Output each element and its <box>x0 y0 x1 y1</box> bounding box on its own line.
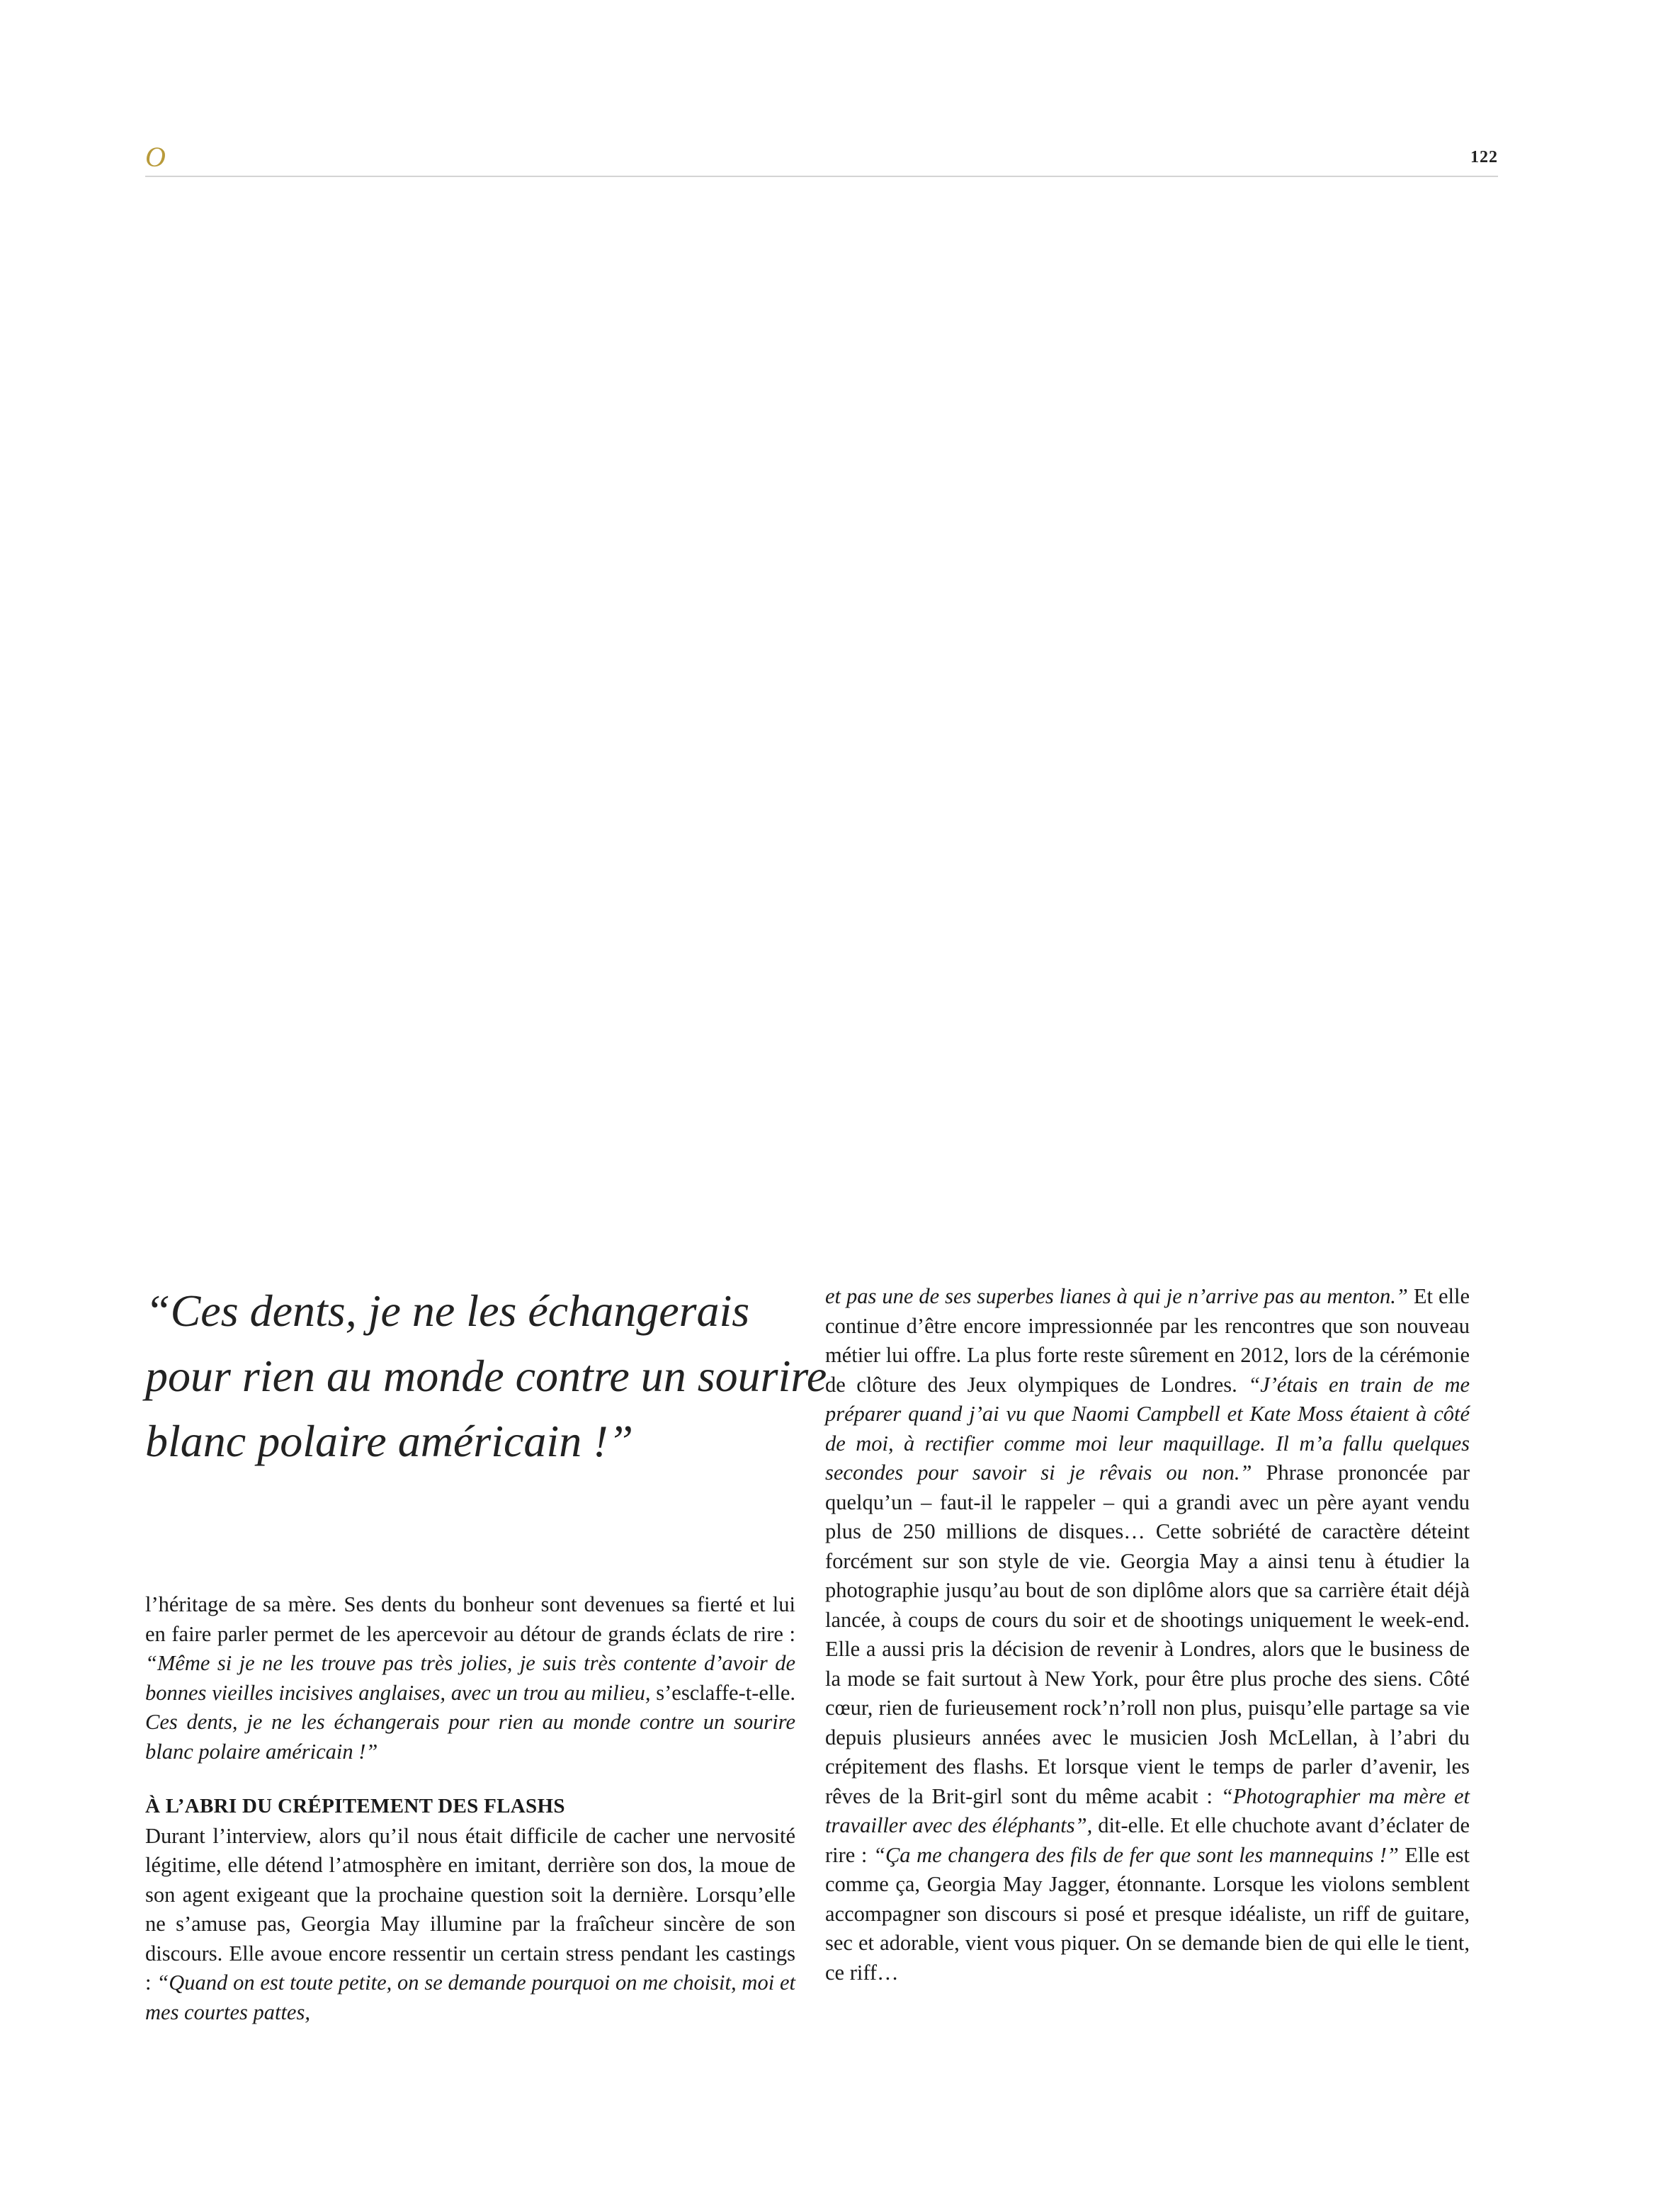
pull-quote: “Ces dents, je ne les échangerais pour rien au monde contre un sourire blanc polaire américain !” <box>145 1286 827 1466</box>
text-run: Durant l’interview, alors qu’il nous était difficile de cacher une nervosité légitime, elle détend l’atmosphère en imitant, derrière son dos, la moue de son agent exigeant que la prochaine question soit la dernière. Lorsqu’elle ne s’amuse pas, Georgia May illumine par la fraîcheur sincère de son discours. Elle avoue encore ressentir un certain stress pendant les castings : <box>145 1823 795 1995</box>
text-run: s’esclaffe-t-elle. <box>650 1680 795 1705</box>
text-run: Et elle continue d’être encore impressionnée par les rencontres que son nouveau métier lui offre. La plus forte reste sûrement en 2012, lors de la cérémonie de clôture des Jeux olympiques de Londres. <box>825 1284 1470 1397</box>
paragraph-interview <box>145 1822 795 2028</box>
text-run: Elle est comme ça, Georgia May Jagger, étonnante. Lorsque les violons semblent accompagner son discours si posé et presque idéaliste, un riff de guitare, sec et adorable, vient vous piquer. On se demande bien de qui elle le tient, ce riff… <box>825 1842 1470 1985</box>
paragraph-intro <box>145 1590 795 1766</box>
section-heading: À L’ABRI DU CRÉPITEMENT DES FLASHS <box>145 1795 565 1817</box>
text-run: l’héritage de sa mère. Ses dents du bonheur sont devenues sa fierté et lui en faire parler permet de les apercevoir au détour de grands éclats de rire : <box>145 1592 795 1646</box>
quote-run: “J’étais en train de me préparer quand j’ai vu que Naomi Campbell et Kate Moss étaient à côté de moi, à rectifier comme moi leur maquillage. Il m’a fallu quelques secondes pour savoir si je rêvais ou non.” <box>825 1372 1470 1485</box>
quote-run: et pas une de ses superbes lianes à qui je n’arrive pas au menton.” <box>825 1284 1408 1308</box>
left-column <box>145 1590 795 2027</box>
magazine-logo: O <box>145 141 166 173</box>
page-number: 122 <box>1470 148 1498 166</box>
right-column <box>825 1282 1470 1987</box>
quote-run: “Photographier ma mère et travailler avec des éléphants”, <box>825 1783 1470 1837</box>
quote-run: Ces dents, je ne les échangerais pour rien au monde contre un sourire blanc polaire américain !” <box>145 1710 795 1764</box>
quote-run: “Même si je ne les trouve pas très jolies, je suis très contente d’avoir de bonnes vieilles incisives anglaises, avec un trou au milieu, <box>145 1651 795 1705</box>
text-run: Phrase prononcée par quelqu’un – faut-il le rappeler – qui a grandi avec un père ayant vendu plus de 250 millions de disques… Cette sobriété de caractère déteint forcément sur son style de vie. Georgia May a ainsi tenu à étudier la photographie jusqu’au bout de son diplôme alors que sa carrière était déjà lancée, à coups de cours du soir et de shootings uniquement le week-end. Elle a aussi pris la décision de revenir à Londres, alors que le business de la mode se fait surtout à New York, pour être plus proche des siens. Côté cœur, rien de furieusement rock’n’roll non plus, puisqu’elle partage sa vie depuis plusieurs années avec le musicien Josh McLellan, à l’abri du crépitement des flashs. Et lorsque vient le temps de parler d’avenir, les rêves de la Brit-girl sont du même acabit : <box>825 1461 1470 1808</box>
page-header <box>145 139 1498 177</box>
quote-run: “Ça me changera des fils de fer que sont les mannequins !” <box>873 1842 1399 1867</box>
text-run: dit-elle. Et elle chuchote avant d’éclater de rire : <box>825 1813 1470 1867</box>
paragraph-continued <box>825 1282 1470 1987</box>
quote-run: “Quand on est toute petite, on se demande pourquoi on me choisit, moi et mes courtes pattes, <box>145 1970 795 2024</box>
